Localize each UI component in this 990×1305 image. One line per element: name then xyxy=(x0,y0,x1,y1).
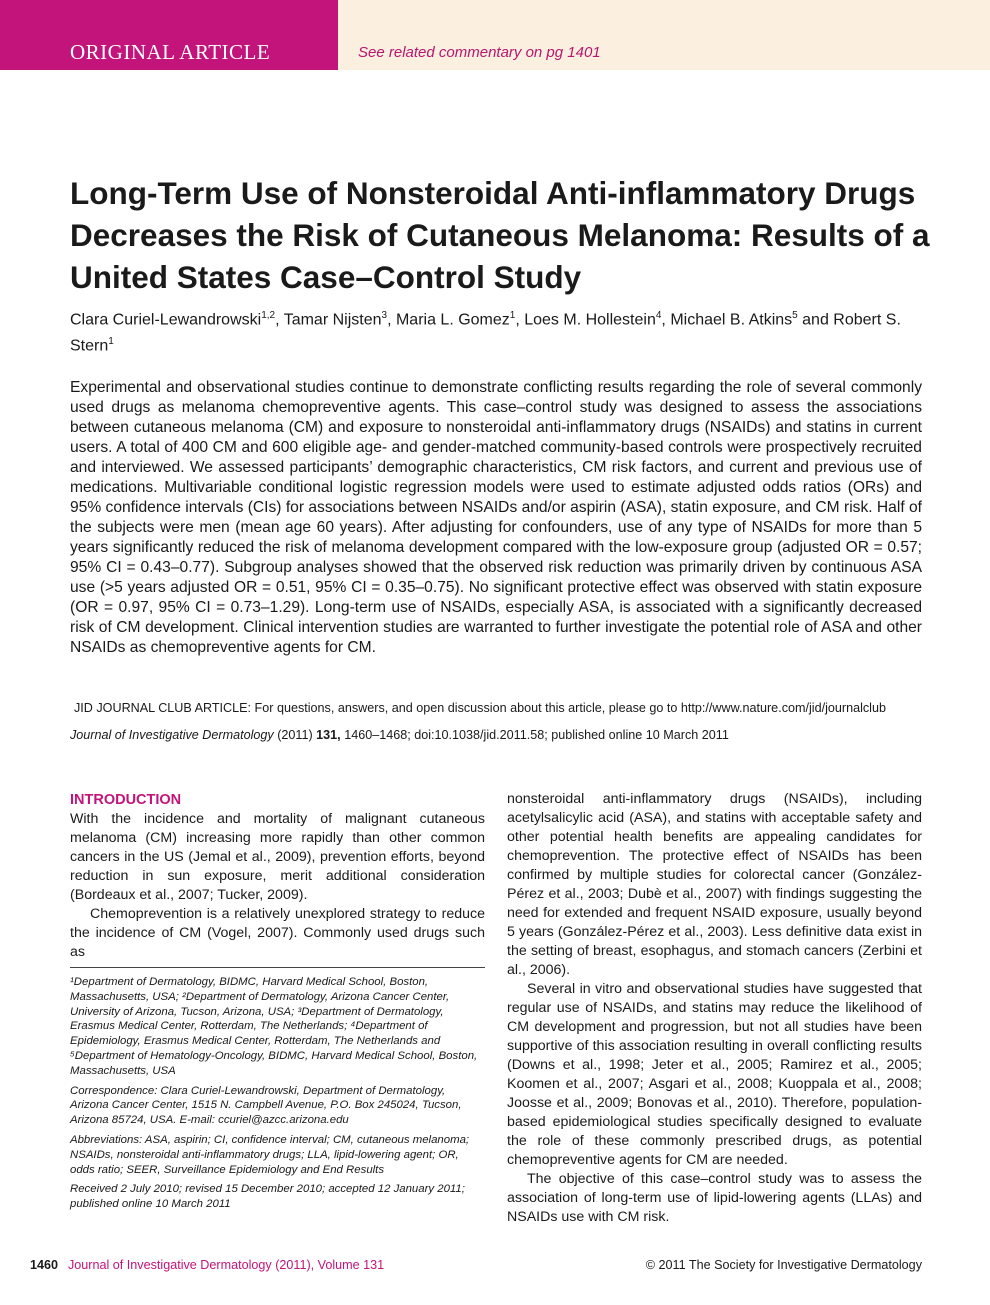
abstract: Experimental and observational studies continue to demonstrate conflicting results regarding the role of several commonly used drugs as melanoma chemopreventive agents. This case–control study was designed to assess the associations between cutaneous melanoma (CM) and exposure to nonsteroidal anti-inflammatory drugs (NSAIDs) and statins in current users. A total of 400 CM and 600 eligible age- and gender-matched community-based controls were prospectively recruited and interviewed. We assessed participants’ demographic characteristics, CM risk factors, and current and previous use of medications. Multivariable conditional logistic regression models were used to estimate adjusted odds ratios (ORs) and 95% confidence intervals (CIs) for associations between NSAIDs and/or aspirin (ASA), statin exposure, and CM risk. Half of the subjects were men (mean age 60 years). After adjusting for confounders, use of any type of NSAIDs for more than 5 years significantly reduced the risk of melanoma development compared with the low-exposure group (adjusted OR = 0.57; 95% CI = 0.43–0.77). Subgroup analyses showed that the observed risk reduction was primarily driven by continuous ASA use (>5 years adjusted OR = 0.51, 95% CI = 0.35–0.75). No significant protective effect was observed with statin exposure (OR = 0.97, 95% CI = 0.73–1.29). Long-term use of NSAIDs, especially ASA, is associated with a significantly decreased risk of CM development. Clinical intervention studies are warranted to further investigate the potential role of ASA and other NSAIDs as chemopreventive agents for CM. xyxy=(70,379,922,656)
footer-copyright: © 2011 The Society for Investigative Dermatology xyxy=(645,1258,922,1272)
author-affiliation: 1 xyxy=(509,310,516,321)
citation-journal: Journal of Investigative Dermatology xyxy=(70,728,274,742)
body-paragraph-3: The objective of this case–control study was to assess the association of long-term use of lipid-lowering agents (LLAs) and NSAIDs use with CM risk. xyxy=(507,1171,922,1225)
author-name: Michael B. Atkins xyxy=(670,311,793,329)
author-name: Maria L. Gomez xyxy=(395,311,510,329)
citation-rest: 1460–1468; doi:10.1038/jid.2011.58; published online 10 March 2011 xyxy=(344,728,729,742)
related-banner xyxy=(338,0,990,70)
left-column xyxy=(70,790,485,962)
author-name: Robert S. Stern xyxy=(70,311,901,355)
journal-club-note: JID JOURNAL CLUB ARTICLE: For questions, answers, and open discussion about this article, please go to http://www.nature.com/jid/journalclub xyxy=(74,701,886,715)
author-name: Clara Curiel-Lewandrowski xyxy=(70,311,262,329)
page-number: 1460 xyxy=(30,1258,59,1272)
body-paragraph-2: Several in vitro and observational studies have suggested that regular use of NSAIDs, and statins may reduce the likelihood of CM development and progression, but not all studies have been supportive of this association resulting in overall conflicting results (Downs et al., 1998; Jeter et al., 2005; Ramirez et al., 2005; Koomen et al., 2007; Asgari et al., 2008; Kuoppala et al., 2008; Joosse et al., 2009; Bonovas et al., 2010). Therefore, population-based epidemiological studies specifically designed to evaluate the role of these commonly prescribed drugs, as potential chemopreventive agents for CM are needed. xyxy=(507,981,922,1168)
introduction-heading: INTRODUCTION xyxy=(70,792,182,808)
section-label: ORIGINAL ARTICLE xyxy=(70,40,271,64)
section-banner xyxy=(0,0,338,70)
article-title: Long-Term Use of Nonsteroidal Anti-inflammatory Drugs Decreases the Risk of Cutaneous Melanoma: Results of a United States Case–Control Study xyxy=(70,175,930,295)
author-name: Tamar Nijsten xyxy=(283,311,382,329)
citation-year: (2011) xyxy=(277,728,313,742)
author-affiliation: 1 xyxy=(108,336,114,348)
abbreviations-footnote: Abbreviations: ASA, aspirin; CI, confidence interval; CM, cutaneous melanoma; NSAIDs, nonsteroidal anti-inflammatory drugs; LLA, lipid-lowering agent; OR, odds ratio; SEER, Surveillance Epidemiology and End Results xyxy=(70,1133,470,1176)
body-paragraph-1: nonsteroidal anti-inflammatory drugs (NSAIDs), including acetylsalicylic acid (ASA), and statins with acceptable safety and other potential health benefits are appealing candidates for chemoprevention. The protective effect of NSAIDs has been confirmed by multiple studies for colorectal cancer (González-Pérez et al., 2003; Dubè et al., 2007) with findings suggesting the need for extended and frequent NSAID exposure, usually beyond 5 years (González-Pérez et al., 2003). Less definitive data exist in the setting of breast, esophagus, and stomach cancers (Zerbini et al., 2006). xyxy=(507,791,922,978)
received-footnote: Received 2 July 2010; revised 15 December 2010; accepted 12 January 2011; published online 10 March 2011 xyxy=(70,1183,465,1211)
author-list: Clara Curiel-Lewandrowski$^{1,2}$, Tamar Nijsten$^3$, Maria L. Gomez$^1$, Loes M. Hollestein$^4$, Michael B. Atkins$^5$ and Robert S. Stern$^1$ xyxy=(70,310,901,355)
author-name: Loes M. Hollestein xyxy=(524,311,656,329)
related-commentary-link[interactable]: See related commentary on pg 1401 xyxy=(358,44,601,61)
footnotes xyxy=(70,975,485,1217)
correspondence-footnote: Correspondence: Clara Curiel-Lewandrowski, Department of Dermatology, Arizona Cancer Center, 1515 N. Campbell Avenue, P.O. Box 245024, Tucson, Arizona 85724, USA. E-mail: ccuriel@azcc.arizona.edu xyxy=(70,1084,462,1127)
affiliations-footnote: ¹Department of Dermatology, BIDMC, Harvard Medical School, Boston, Massachusetts, USA; ²Department of Dermatology, Arizona Cancer Center, University of Arizona, Tucson, Arizona, USA; ³Department of Dermatology, Erasmus Medical Center, Rotterdam, The Netherlands; ⁴Department of Epidemiology, Erasmus Medical Center, Rotterdam, The Netherlands and ⁵Department of Hematology-Oncology, BIDMC, Harvard Medical School, Boston, Massachusetts, USA xyxy=(70,976,478,1077)
author-affiliation: 4 xyxy=(655,310,662,321)
intro-paragraph-1: With the incidence and mortality of malignant cutaneous melanoma (CM) increasing more rapidly than other common cancers in the US (Jemal et al., 2009), prevention efforts, beyond reduction in sun exposure, merit additional consideration (Bordeaux et al., 2007; Tucker, 2009). xyxy=(70,811,485,903)
intro-paragraph-2: Chemoprevention is a relatively unexplored strategy to reduce the incidence of CM (Vogel, 2007). Commonly used drugs such as xyxy=(70,906,485,960)
citation-line xyxy=(70,727,930,743)
author-affiliation: 5 xyxy=(792,310,798,321)
footer-journal-info: Journal of Investigative Dermatology (2011), Volume 131 xyxy=(68,1258,385,1272)
footnote-divider xyxy=(70,967,485,968)
right-column xyxy=(507,790,922,1227)
author-affiliation: 1,2 xyxy=(261,310,276,321)
citation-volume: 131, xyxy=(316,728,341,742)
author-affiliation: 3 xyxy=(381,310,388,321)
